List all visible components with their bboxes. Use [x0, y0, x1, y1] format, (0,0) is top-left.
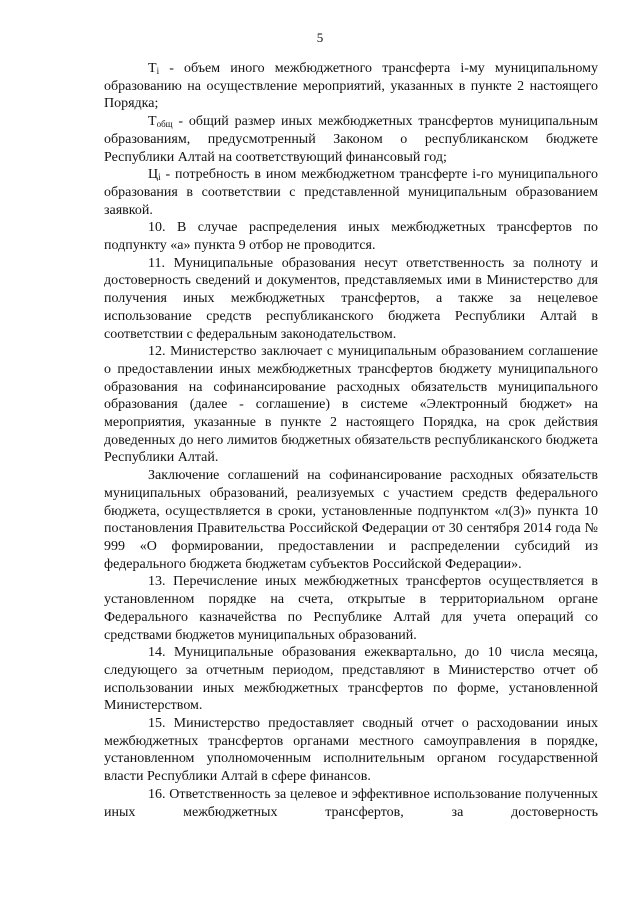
- paragraph-12: 12. Министерство заключает с муниципальным образованием соглашение о предоставлении иных межбюджетных трансфертов бюджету муниципального образования на софинансирование расходных обязательств муниципального образования (далее - соглашение) в системе «Электронный бюджет» на мероприятия, указанные в пункте 2 настоящего Порядка, на срок действия доведенных до него лимитов бюджетных обязательств республиканского бюджета Республики Алтай.: [104, 344, 598, 466]
- formula-subscript: i: [158, 172, 161, 183]
- paragraph-11: 11. Муниципальные образования несут ответственность за полноту и достоверность сведений и документов, представляемых ими в Министерство для получения иных межбюджетных трансфертов, а также за нецелевое использование средств республиканского бюджета Республики Алтай в соответствии с федеральным законодательством.: [104, 255, 598, 342]
- paragraph-13: 13. Перечисление иных межбюджетных трансфертов осуществляется в установленном порядке на счета, открытые в территориальном органе Федерального казначейства по Республике Алтай для учета операций со средствами бюджетов муниципальных образований.: [104, 574, 598, 643]
- page-number: 5: [316, 30, 324, 45]
- definition-ci: [104, 166, 598, 219]
- definition-text: - потребность в ином межбюджетном трансферте i-го муниципального образования в соответствии с представленной муниципальным образованием заявкой.: [104, 167, 598, 218]
- formula-symbol: Ц: [148, 167, 159, 183]
- paragraph-10: 10. В случае распределения иных межбюджетных трансфертов по подпункту «а» пункта 9 отбор не проводится.: [104, 220, 598, 254]
- paragraph-16: 16. Ответственность за целевое и эффективное использование полученных иных межбюджетных трансфертов, за достоверность: [104, 786, 598, 820]
- definition-ti: [104, 60, 598, 113]
- definition-tobsh: [104, 113, 598, 166]
- definition-text: - объем иного межбюджетного трансферта i-му муниципальному образованию на осуществление мероприятий, указанных в пункте 2 настоящего Порядка;: [104, 61, 598, 112]
- document-body: [104, 60, 598, 821]
- definition-text: - общий размер иных межбюджетных трансфертов муниципальным образованиям, предусмотренный Законом о республиканском бюджете Республики Алтай на соответствующий финансовый год;: [104, 114, 598, 165]
- paragraph-15: 15. Министерство предоставляет сводный отчет о расходовании иных межбюджетных трансфертов органами местного самоуправления в порядке, установленном уполномоченным исполнительным органом государственной власти Республики Алтай в сфере финансов.: [104, 716, 598, 785]
- formula-subscript: i: [156, 66, 160, 76]
- formula-subscript: общ: [156, 119, 173, 130]
- paragraph-12-continuation: Заключение соглашений на софинансирование расходных обязательств муниципальных образований, реализуемых с участием средств федерального бюджета, осуществляется в сроки, установленные подпунктом «л(3)» пункта 10 постановления Правительства Российской Федерации от 30 сентября 2014 года № 999 «О формировании, предоставлении и распределении субсидий из федерального бюджета бюджетам субъектов Российской Федерации».: [104, 468, 598, 572]
- formula-symbol: T: [148, 61, 157, 76]
- paragraph-14: 14. Муниципальные образования ежеквартально, до 10 числа месяца, следующего за отчетным периодом, представляют в Министерство отчет об использовании иных межбюджетных трансфертов по форме, установленной Министерством.: [104, 645, 598, 714]
- formula-symbol: T: [148, 114, 157, 130]
